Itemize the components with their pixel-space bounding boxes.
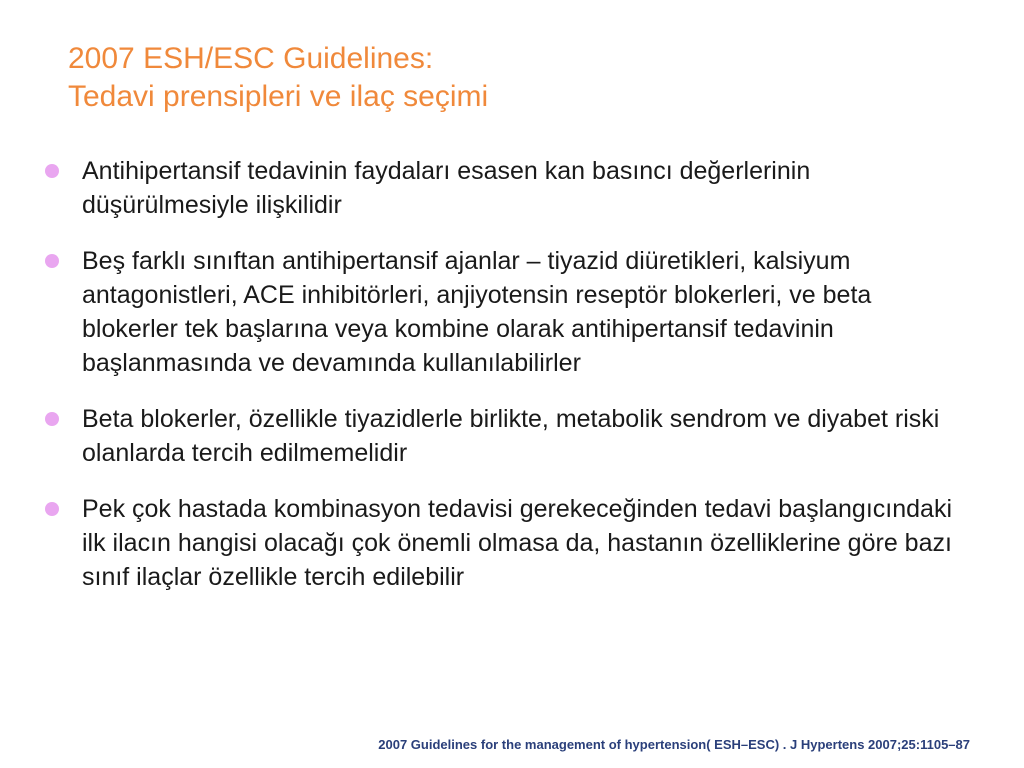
- title-line-2: Tedavi prensipleri ve ilaç seçimi: [68, 80, 489, 113]
- bullet-text: Antihipertansif tedavinin faydaları esasen kan basıncı değerlerinin düşürülmesiyle ilişkilidir: [82, 157, 811, 219]
- bullet-text: Beş farklı sınıftan antihipertansif ajanlar – tiyazid diüretikleri, kalsiyum antagonistleri, ACE inhibitörleri, anjiyotensin reseptör blokerleri, ve beta blokerler tek başlarına veya kombine olarak antihipertansif tedavinin başlanmasında ve devamında kullanılabilirler: [82, 247, 872, 377]
- bullet-item: [45, 402, 965, 470]
- bullet-item: [45, 154, 965, 222]
- bullet-dot-icon: [45, 412, 59, 426]
- bullet-list: [45, 154, 965, 616]
- bullet-dot-icon: [45, 254, 59, 268]
- bullet-text: Pek çok hastada kombinasyon tedavisi gerekeceğinden tedavi başlangıcındaki ilk ilacın hangisi olacağı çok önemli olmasa da, hastanın özelliklerine göre bazı sınıf ilaçlar özellikle tercih edilebilir: [82, 495, 952, 591]
- slide-title: [68, 40, 968, 116]
- bullet-text: Beta blokerler, özellikle tiyazidlerle birlikte, metabolik sendrom ve diyabet riski olanlarda tercih edilmemelidir: [82, 405, 940, 467]
- bullet-item: [45, 244, 965, 380]
- bullet-item: [45, 492, 965, 594]
- title-line-1: 2007 ESH/ESC Guidelines:: [68, 42, 434, 75]
- citation-footnote: 2007 Guidelines for the management of hypertension( ESH–ESC) . J Hypertens 2007;25:1105–87: [378, 737, 970, 752]
- bullet-dot-icon: [45, 502, 59, 516]
- bullet-dot-icon: [45, 164, 59, 178]
